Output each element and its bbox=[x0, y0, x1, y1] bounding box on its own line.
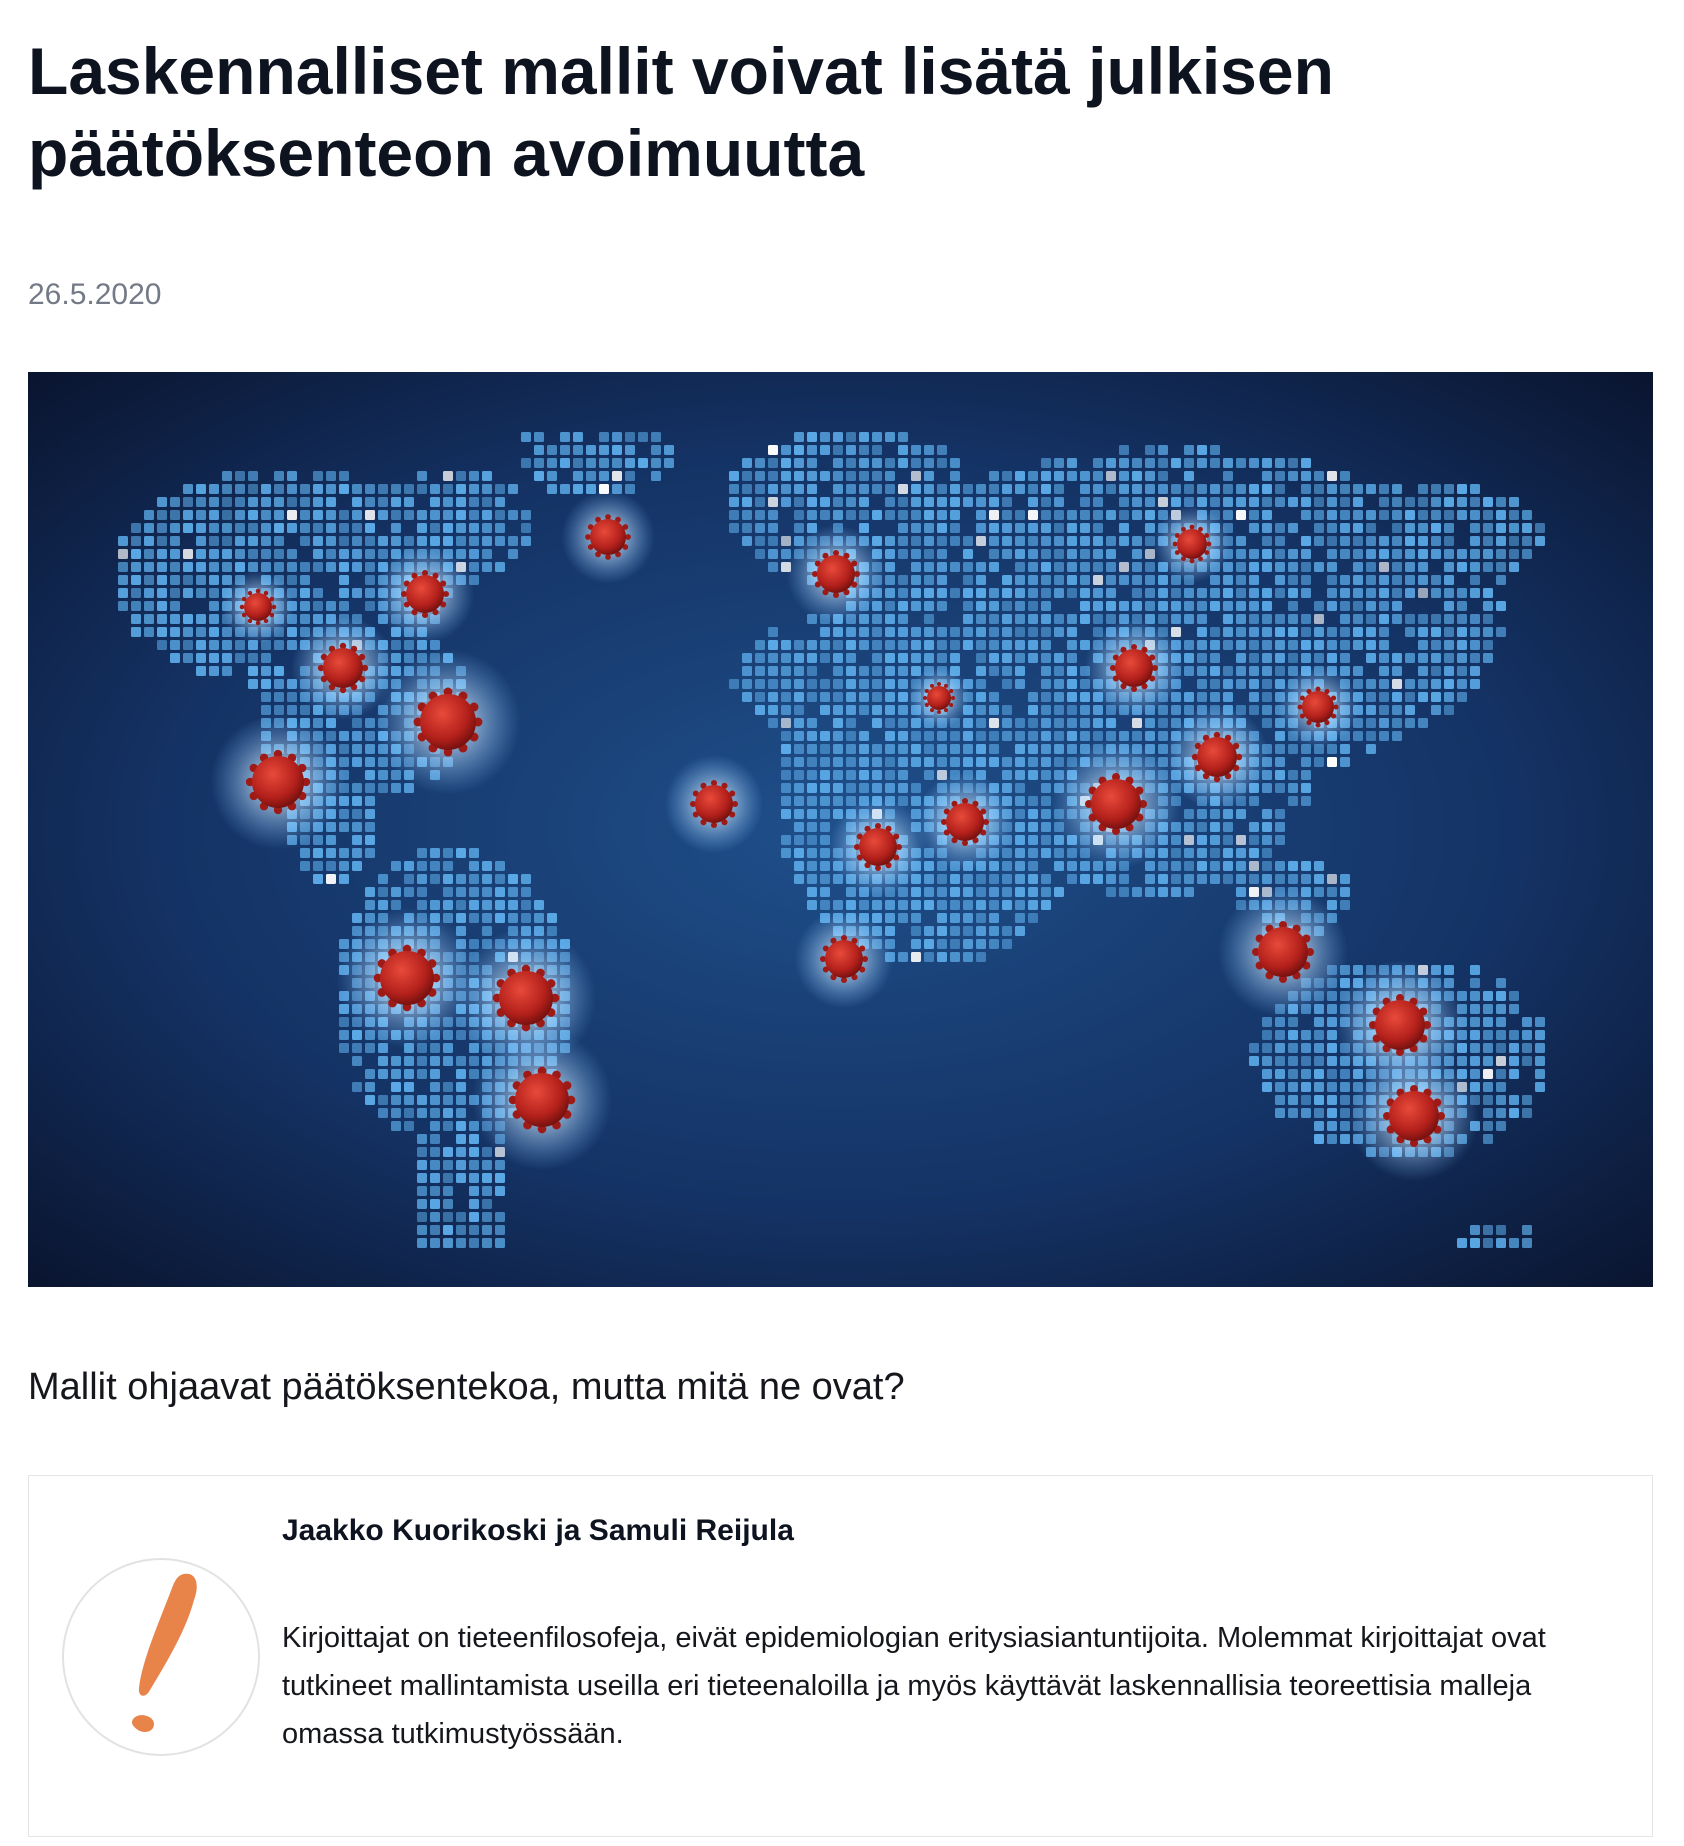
hero-image bbox=[28, 372, 1653, 1287]
article-date: 26.5.2020 bbox=[28, 278, 162, 311]
author-name: Jaakko Kuorikoski ja Samuli Reijula bbox=[282, 1514, 794, 1547]
world-map-virus-icon bbox=[28, 372, 1653, 1287]
author-bio: Kirjoittajat on tieteenfilosofeja, eivät epidemiologian eritysiasiantuntijoita. Molemmat kirjoittajat ovat tutkineet mallintamista useilla eri tieteenaloilla ja myös käyttävät laskennallisia teoreettisia malleja omassa tutkimustyössään. bbox=[282, 1622, 1546, 1750]
author-box bbox=[28, 1475, 1653, 1837]
article-title: Laskennalliset mallit voivat lisätä julkisen päätöksenteon avoimuutta bbox=[28, 34, 1334, 190]
article-lede: Mallit ohjaavat päätöksentekoa, mutta mitä ne ovat? bbox=[28, 1366, 905, 1408]
exclamation-mark-icon bbox=[64, 1560, 258, 1754]
avatar bbox=[62, 1558, 260, 1756]
